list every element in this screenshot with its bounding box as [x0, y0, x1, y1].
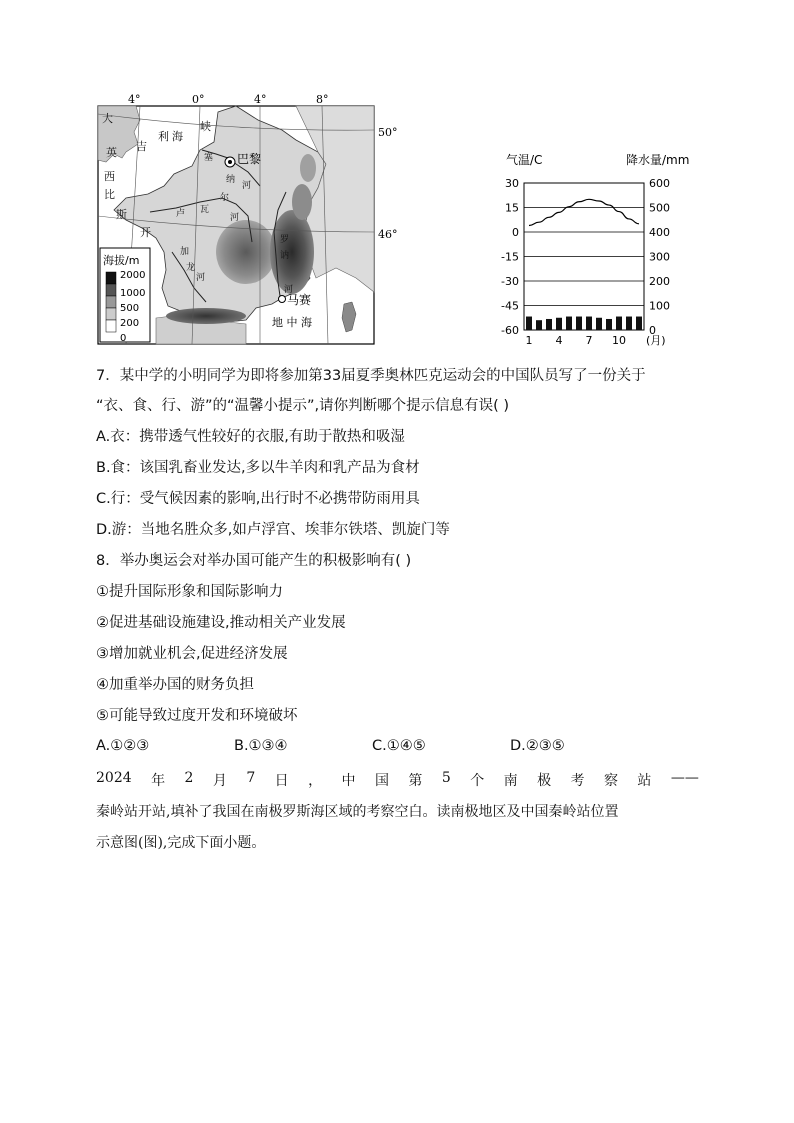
- q8-option-a[interactable]: A.①②③: [96, 738, 150, 754]
- month-tick-label: 10: [612, 334, 626, 347]
- precip-bar: [596, 318, 602, 330]
- month-tick-label: 1: [525, 334, 533, 347]
- temperature-line: [529, 199, 639, 225]
- q8-item: ③增加就业机会,促进经济发展: [96, 646, 288, 662]
- place-char: 讷: [280, 251, 290, 261]
- med-sea-label: 地 中 海: [272, 316, 312, 329]
- temp-tick-label: 15: [505, 201, 519, 215]
- q8-options: [96, 738, 565, 754]
- precip-tick-label: 400: [649, 226, 670, 239]
- vosges-relief: [300, 154, 316, 182]
- place-char: 尔: [220, 193, 230, 203]
- precip-bar: [636, 317, 642, 330]
- month-tick-label: 7: [585, 334, 593, 347]
- intro-token: ，: [308, 773, 323, 789]
- place-char: 卢: [176, 209, 186, 219]
- place-char: 瓦: [200, 205, 210, 215]
- place-char: 河: [196, 273, 206, 283]
- intro-token: 考: [570, 773, 585, 789]
- lon-label: 4°: [254, 93, 267, 106]
- precip-tick-label: 200: [649, 275, 670, 288]
- intro-token: 2024: [96, 770, 132, 786]
- intro-line1: [96, 770, 699, 790]
- legend-swatch: [106, 284, 116, 296]
- intro-token: ——: [670, 770, 699, 786]
- intro-token: 5: [441, 770, 451, 786]
- lat-label: 50°: [378, 126, 398, 139]
- place-char: 峡: [200, 120, 211, 133]
- q8-item: ⑤可能导致过度开发和环境破坏: [96, 708, 298, 724]
- place-char: 龙: [186, 263, 196, 273]
- place-char: 加: [180, 247, 190, 257]
- precip-tick-label: 100: [649, 299, 670, 313]
- alps-relief: [270, 210, 314, 294]
- place-char: 纳: [226, 175, 236, 185]
- place-char: 吉: [136, 140, 147, 153]
- climate-chart: [494, 152, 704, 352]
- jura-relief: [292, 184, 312, 220]
- temp-tick-label: -30: [501, 275, 519, 288]
- intro-token: 中: [341, 773, 356, 789]
- q8-stem: 8．举办奥运会对举办国可能产生的积极影响有( ): [96, 553, 412, 569]
- q7-option-c[interactable]: C.行：受气候因素的影响,出行时不必携带防雨用具: [96, 491, 420, 507]
- place-char: 罗: [280, 235, 290, 245]
- lat-label: 46°: [378, 228, 398, 241]
- place-char: 塞: [204, 153, 214, 163]
- q8-item: ④加重举办国的财务负担: [96, 677, 254, 693]
- precip-tick-label: 500: [649, 201, 670, 215]
- q7-stem-line2: “衣、食、行、游”的“温馨小提示”,请你判断哪个提示信息有误( ): [96, 398, 510, 414]
- intro-token: 站: [637, 773, 652, 789]
- paris-marker-dot: [228, 160, 232, 164]
- legend-level: 2000: [120, 270, 146, 281]
- precip-bar: [546, 319, 552, 330]
- lon-label: 8°: [316, 93, 329, 106]
- left-axis-label: 气温/C: [506, 153, 543, 167]
- marseille-label: 马赛: [287, 293, 312, 307]
- precip-tick-label: 300: [649, 250, 670, 264]
- intro-token: 7: [246, 770, 256, 786]
- intro-line2: 秦岭站开站,填补了我国在南极罗斯海区域的考察空白。读南极地区及中国秦岭站位置: [96, 804, 619, 820]
- q7-option-a[interactable]: A.衣：携带透气性较好的衣服,有助于散热和吸湿: [96, 429, 405, 445]
- q8-option-c[interactable]: C.①④⑤: [372, 738, 426, 754]
- q7-option-b[interactable]: B.食：该国乳畜业发达,多以牛羊肉和乳产品为食材: [96, 460, 420, 476]
- q7-stem-line1: 7．某中学的小明同学为即将参加第33届夏季奥林匹克运动会的中国队员写了一份关于: [96, 368, 646, 384]
- temp-tick-label: 30: [505, 177, 519, 190]
- temp-tick-label: -15: [501, 250, 519, 264]
- intro-token: 个: [470, 773, 485, 789]
- place-char: 利: [158, 130, 169, 143]
- place-char: 河: [284, 285, 294, 295]
- precip-bar: [556, 318, 562, 330]
- q8-option-b[interactable]: B.①③④: [234, 738, 288, 754]
- intro-token: 察: [603, 773, 618, 789]
- place-char: 比: [104, 188, 115, 201]
- legend-level: 0: [120, 333, 127, 344]
- lon-label: 4°: [128, 93, 141, 106]
- precip-bar: [576, 317, 582, 330]
- paris-label: 巴黎: [237, 152, 262, 166]
- precip-bar: [626, 317, 632, 330]
- legend-swatch: [106, 320, 116, 332]
- place-char: 河: [242, 181, 252, 191]
- intro-token: 极: [537, 773, 552, 789]
- legend-level: 500: [120, 303, 140, 314]
- legend-level: 1000: [120, 288, 146, 299]
- intro-token: 国: [374, 773, 389, 789]
- temp-tick-label: -60: [501, 324, 519, 337]
- legend-swatch: [106, 296, 116, 308]
- place-char: 海: [172, 130, 183, 143]
- place-char: 西: [104, 170, 115, 183]
- legend-level: 200: [120, 318, 140, 329]
- intro-token: 日: [274, 773, 289, 789]
- intro-token: 月: [212, 773, 227, 789]
- temp-tick-label: 0: [512, 226, 519, 239]
- intro-line3: 示意图(图),完成下面小题。: [96, 835, 266, 851]
- place-char: 开: [140, 226, 151, 239]
- precip-bar: [586, 317, 592, 330]
- q8-item: ②促进基础设施建设,推动相关产业发展: [96, 615, 346, 631]
- intro-token: 2: [184, 770, 194, 786]
- precip-bar: [566, 317, 572, 330]
- intro-token: 南: [503, 773, 518, 789]
- place-char: 英: [106, 146, 117, 159]
- month-unit-label: (月): [646, 334, 666, 347]
- figure: [96, 92, 690, 354]
- intro-token: 年: [151, 773, 166, 789]
- precip-bar: [536, 320, 542, 330]
- precip-bar: [526, 317, 532, 330]
- precip-bar: [616, 317, 622, 330]
- pyrenees-relief: [166, 308, 246, 324]
- intro-token: 第: [408, 773, 423, 789]
- q7-option-d[interactable]: D.游：当地名胜众多,如卢浮宫、埃菲尔铁塔、凯旋门等: [96, 522, 450, 538]
- q8-item: ①提升国际形象和国际影响力: [96, 584, 283, 600]
- legend-title: 海拔/m: [103, 254, 140, 267]
- precip-tick-label: 0: [649, 324, 656, 337]
- right-axis-label: 降水量/mm: [626, 153, 690, 167]
- place-char: 斯: [116, 208, 127, 221]
- legend-swatch: [106, 272, 116, 284]
- place-char: 大: [102, 112, 113, 125]
- month-tick-label: 4: [555, 334, 563, 347]
- place-char: 河: [230, 213, 240, 223]
- france-relief-map: [96, 92, 496, 354]
- temp-tick-label: -45: [501, 299, 519, 313]
- precip-bar: [606, 319, 612, 330]
- legend-swatch: [106, 308, 116, 320]
- q8-option-d[interactable]: D.②③⑤: [510, 738, 565, 754]
- lon-label: 0°: [192, 93, 205, 106]
- marseille-marker: [279, 296, 286, 303]
- precip-tick-label: 600: [649, 177, 670, 190]
